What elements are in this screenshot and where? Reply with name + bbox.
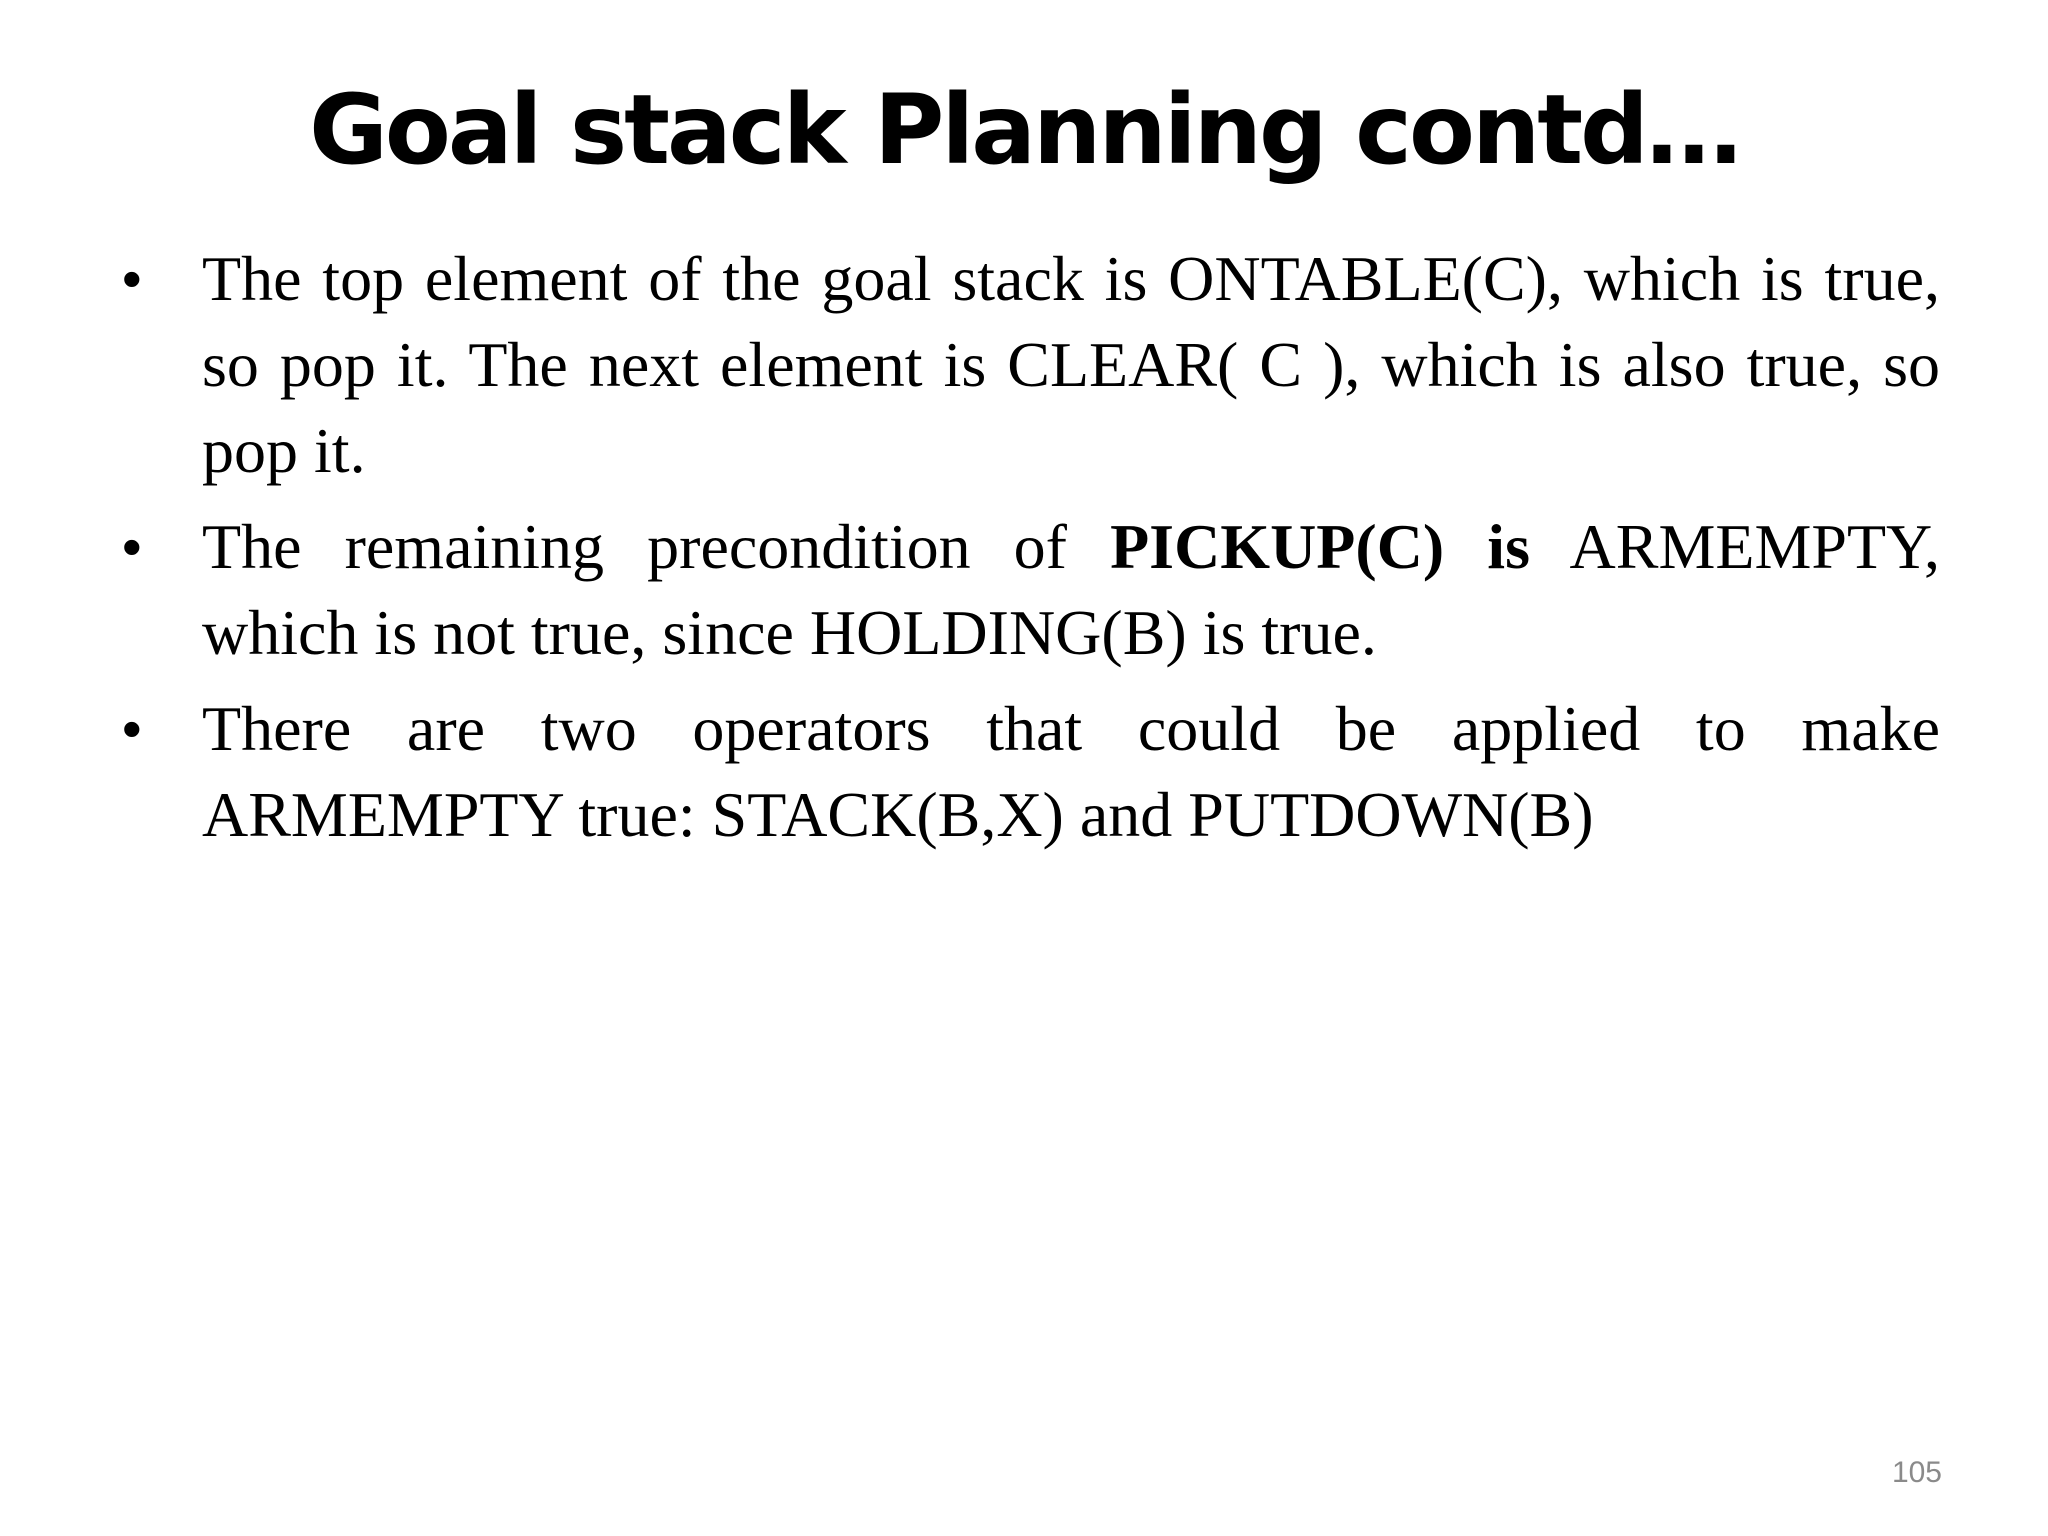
bullet-item-1 <box>122 236 1940 494</box>
bullet-item-3 <box>122 686 1940 858</box>
bullet-icon: • <box>122 247 142 310</box>
bullet-text-before: The remaining precondition of <box>202 511 1111 582</box>
bullet-list <box>122 236 1940 868</box>
slide-title: Goal stack Planning contd… <box>309 74 1739 186</box>
page-number: 105 <box>1891 1456 1942 1489</box>
bullet-text: The top element of the goal stack is ONTABLE(C), which is true, so pop it. The next element is CLEAR( C ), which is also true, so pop it. <box>202 243 1940 486</box>
bullet-text: There are two operators that could be applied to make ARMEMPTY true: STACK(B,X) and PUTDOWN(B) <box>202 693 1940 850</box>
bullet-text-bold: PICKUP(C) is <box>1110 511 1530 582</box>
bullet-icon: • <box>122 697 142 760</box>
bullet-icon: • <box>122 515 142 578</box>
bullet-item-2 <box>122 504 1940 676</box>
bullet-text-after: ARMEMPTY, which is not true, since HOLDING(B) is true. <box>202 511 1940 668</box>
